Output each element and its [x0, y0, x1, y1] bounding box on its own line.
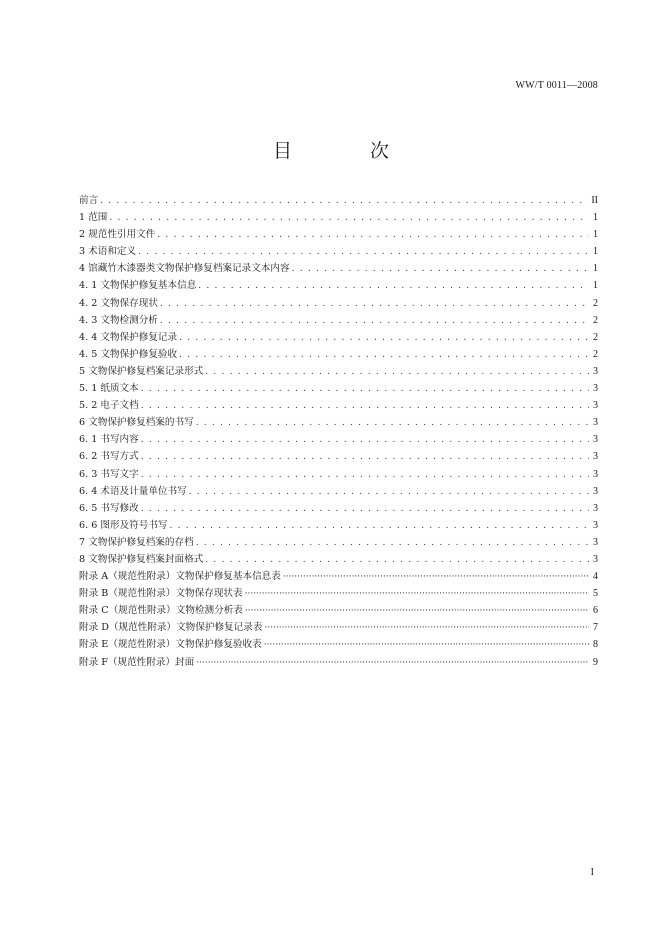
- toc-entry[interactable]: [79, 448, 598, 465]
- toc-entry-label: 4 馆藏竹木漆器类文物保护修复档案记录文本内容: [79, 263, 290, 275]
- toc-entry-page: 3: [593, 468, 598, 480]
- toc-entry[interactable]: [79, 260, 598, 277]
- toc-entry-label: 6. 5 书写修改: [79, 502, 139, 514]
- toc-entry-label: 6. 3 书写文字: [79, 468, 139, 480]
- toc-dot-leader: [141, 467, 589, 483]
- toc-entry[interactable]: [79, 243, 598, 260]
- toc-entry-label: 5. 1 纸质文本: [79, 383, 139, 395]
- toc-entry-label: 4. 5 文物保护修复验收: [79, 348, 178, 360]
- toc-dot-leader: [100, 193, 587, 209]
- toc-entry-label: 6. 1 书写内容: [79, 434, 139, 446]
- toc-dot-leader: [189, 484, 589, 500]
- toc-entry-page: 3: [593, 365, 598, 377]
- toc-entry[interactable]: [79, 346, 598, 363]
- toc-entry-page: 2: [593, 297, 598, 309]
- toc-entry-page: 1: [593, 246, 598, 258]
- toc-entry-label: 8 文物保护修复档案封面格式: [79, 553, 204, 565]
- toc-entry[interactable]: [79, 534, 598, 551]
- toc-dot-leader: [179, 347, 589, 363]
- toc-entry-page: 5: [593, 588, 598, 600]
- toc-entry-page: 3: [593, 400, 598, 412]
- toc-entry-label: 4. 1 文物保护修复基本信息: [79, 280, 197, 292]
- table-of-contents: [79, 192, 598, 671]
- page-number: I: [590, 867, 594, 878]
- toc-entry[interactable]: [79, 517, 598, 534]
- toc-entry-page: 3: [593, 383, 598, 395]
- toc-entry[interactable]: [79, 619, 598, 636]
- toc-entry-label: 6. 6 图形及符号书写: [79, 519, 168, 531]
- toc-entry-page: 3: [593, 417, 598, 429]
- toc-entry-page: 9: [593, 656, 598, 668]
- toc-entry-page: 7: [593, 622, 598, 634]
- toc-entry[interactable]: [79, 397, 598, 414]
- toc-dot-leader: [170, 518, 589, 534]
- toc-entry-page: 3: [593, 553, 598, 565]
- toc-dot-leader: [264, 637, 589, 653]
- toc-dot-leader: [292, 261, 589, 277]
- toc-entry[interactable]: [79, 312, 598, 329]
- toc-entry-page: 1: [593, 229, 598, 241]
- toc-entry[interactable]: [79, 295, 598, 312]
- toc-dot-leader: [196, 535, 589, 551]
- toc-dot-leader: [157, 227, 589, 243]
- toc-entry-page: 1: [593, 212, 598, 224]
- toc-entry[interactable]: [79, 568, 598, 585]
- toc-entry-label: 附录 A（规范性附录）文物保护修复基本信息表: [79, 571, 281, 583]
- toc-entry[interactable]: [79, 636, 598, 653]
- toc-dot-leader: [141, 501, 589, 517]
- toc-entry-label: 4. 3 文物检测分析: [79, 314, 158, 326]
- toc-entry[interactable]: [79, 329, 598, 346]
- toc-entry[interactable]: [79, 585, 598, 602]
- toc-dot-leader: [160, 313, 589, 329]
- toc-dot-leader: [196, 415, 589, 431]
- toc-entry[interactable]: [79, 466, 598, 483]
- toc-entry-label: 6 文物保护修复档案的书写: [79, 417, 194, 429]
- toc-entry-page: 3: [593, 519, 598, 531]
- toc-entry[interactable]: [79, 654, 598, 671]
- toc-entry-page: 2: [593, 314, 598, 326]
- toc-entry[interactable]: [79, 192, 598, 209]
- toc-dot-leader: [141, 432, 589, 448]
- toc-entry-page: 2: [593, 331, 598, 343]
- toc-dot-leader: [141, 381, 589, 397]
- toc-entry-label: 2 规范性引用文件: [79, 229, 156, 241]
- toc-entry-label: 附录 F（规范性附录）封面: [79, 656, 195, 668]
- toc-entry[interactable]: [79, 602, 598, 619]
- toc-dot-leader: [245, 586, 589, 602]
- toc-entry-label: 6. 4 术语及计量单位书写: [79, 485, 187, 497]
- toc-dot-leader: [283, 569, 589, 585]
- toc-entry[interactable]: [79, 500, 598, 517]
- toc-dot-leader: [264, 620, 589, 636]
- toc-entry[interactable]: [79, 483, 598, 500]
- toc-entry-label: 附录 C（规范性附录）文物检测分析表: [79, 605, 243, 617]
- toc-dot-leader: [196, 655, 589, 671]
- toc-dot-leader: [245, 603, 589, 619]
- toc-entry-page: 3: [593, 485, 598, 497]
- toc-entry-page: 1: [593, 280, 598, 292]
- toc-entry-label: 6. 2 书写方式: [79, 451, 139, 463]
- toc-dot-leader: [205, 552, 589, 568]
- toc-dot-leader: [198, 278, 589, 294]
- toc-entry-page: II: [591, 195, 598, 206]
- toc-entry-label: 3 术语和定义: [79, 246, 137, 258]
- toc-entry[interactable]: [79, 209, 598, 226]
- toc-entry-label: 4. 4 文物保护修复记录: [79, 331, 178, 343]
- toc-entry[interactable]: [79, 414, 598, 431]
- toc-entry-page: 1: [593, 263, 598, 275]
- toc-entry-label: 前言: [79, 195, 99, 206]
- toc-entry[interactable]: [79, 380, 598, 397]
- toc-entry-label: 5 文物保护修复档案记录形式: [79, 365, 204, 377]
- toc-entry-page: 3: [593, 451, 598, 463]
- toc-entry[interactable]: [79, 431, 598, 448]
- page-title: 目 次: [272, 140, 426, 162]
- toc-entry-label: 附录 D（规范性附录）文物保护修复记录表: [79, 622, 263, 634]
- toc-entry[interactable]: [79, 363, 598, 380]
- toc-dot-leader: [138, 244, 589, 260]
- standard-code: WW/T 0011—2008: [515, 80, 598, 91]
- toc-dot-leader: [141, 449, 589, 465]
- toc-entry-label: 5. 2 电子文档: [79, 400, 139, 412]
- toc-entry-page: 2: [593, 348, 598, 360]
- toc-dot-leader: [109, 210, 589, 226]
- toc-entry-page: 8: [593, 639, 598, 651]
- toc-entry-page: 4: [593, 571, 598, 583]
- toc-entry-label: 附录 E（规范性附录）文物保护修复验收表: [79, 639, 262, 651]
- toc-entry[interactable]: [79, 551, 598, 568]
- toc-dot-leader: [205, 364, 589, 380]
- toc-entry-label: 4. 2 文物保存现状: [79, 297, 158, 309]
- toc-entry[interactable]: [79, 226, 598, 243]
- toc-entry-page: 3: [593, 536, 598, 548]
- toc-entry-label: 7 文物保护修复档案的存档: [79, 536, 194, 548]
- toc-dot-leader: [141, 398, 589, 414]
- toc-entry-label: 附录 B（规范性附录）文物保存现状表: [79, 588, 243, 600]
- toc-dot-leader: [179, 330, 589, 346]
- toc-entry-page: 6: [593, 605, 598, 617]
- toc-dot-leader: [160, 296, 589, 312]
- toc-entry[interactable]: [79, 277, 598, 294]
- toc-entry-page: 3: [593, 434, 598, 446]
- toc-entry-page: 3: [593, 502, 598, 514]
- toc-entry-label: 1 范围: [79, 212, 108, 224]
